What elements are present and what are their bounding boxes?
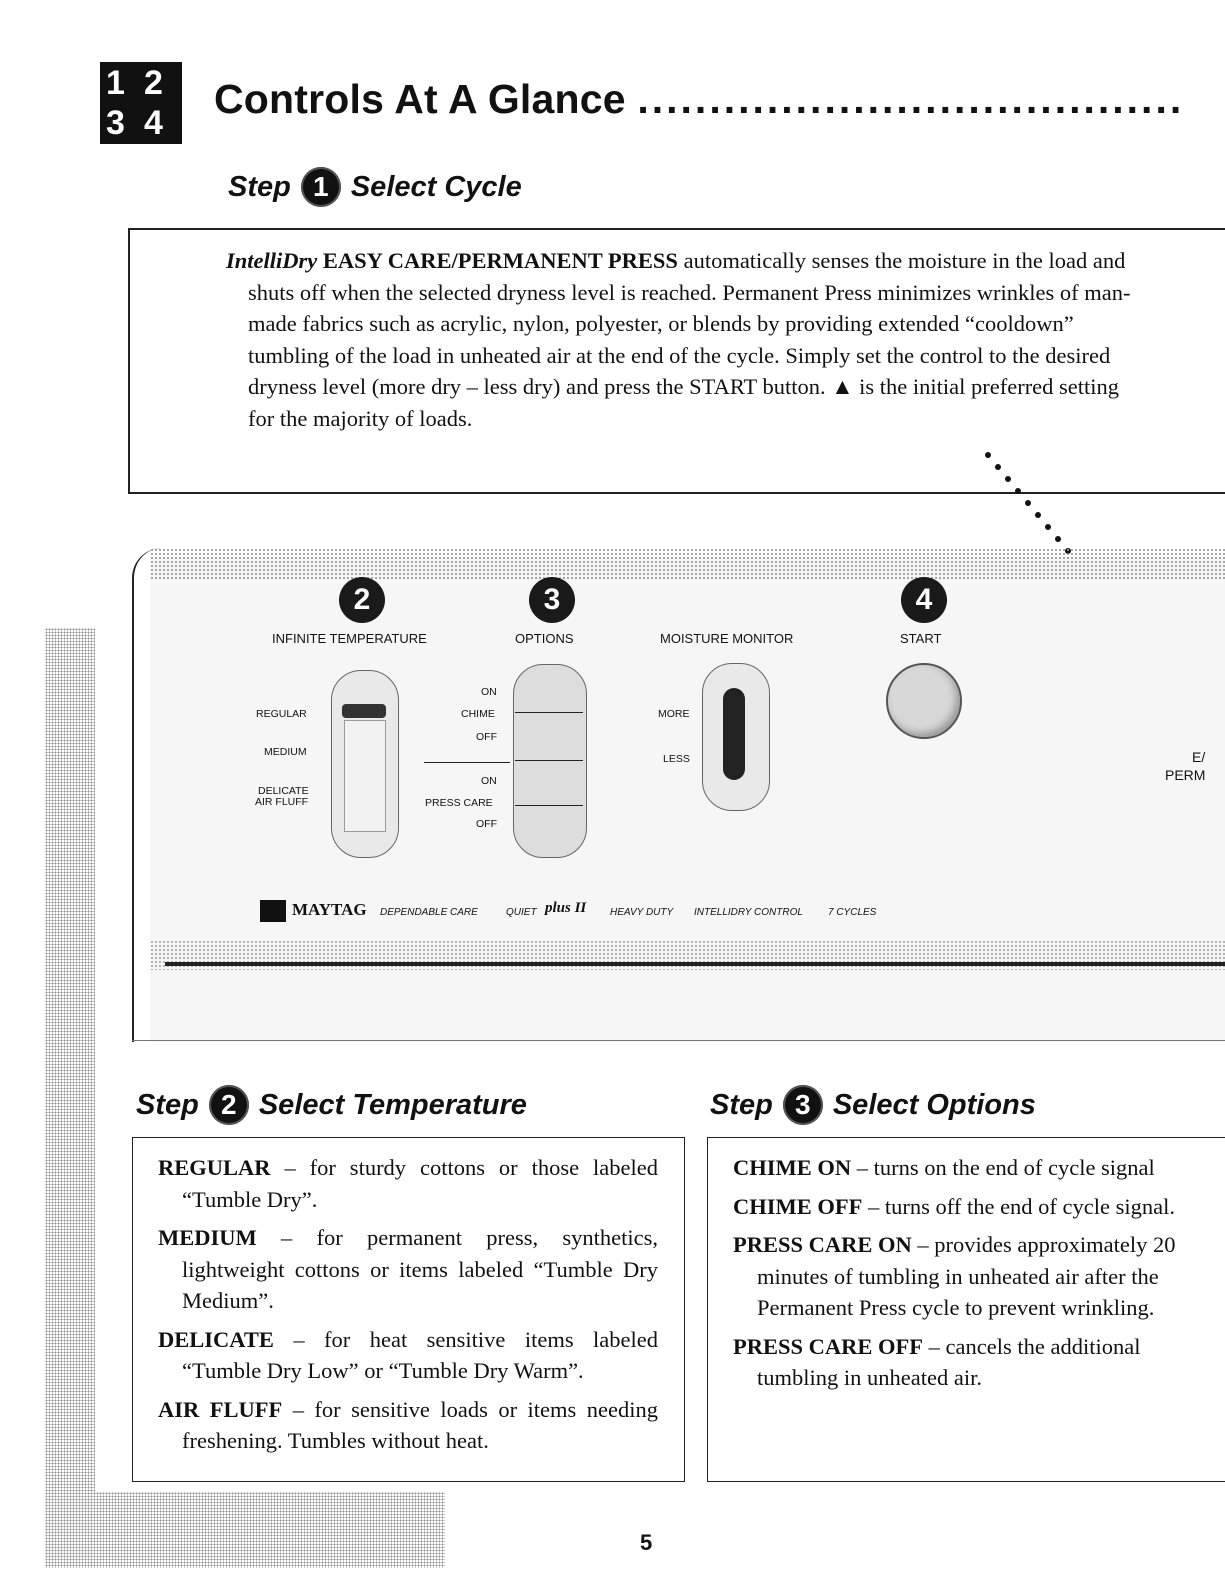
step1-paragraph <box>226 245 1146 434</box>
term-regular: REGULAR <box>158 1155 271 1180</box>
list-item <box>733 1191 1217 1223</box>
label-start: START <box>900 631 942 646</box>
tag-dependable-care: DEPENDABLE CARE <box>380 907 478 918</box>
step2-list <box>158 1152 658 1464</box>
tag-heavy-duty: HEAVY DUTY <box>610 907 674 918</box>
tag-7-cycles: 7 CYCLES <box>828 907 877 918</box>
desc-medium: – for permanent press, synthetics, lightweight cottons or items labeled “Tumble Dry Medium”. <box>182 1225 659 1313</box>
opt-press-care-label: PRESS CARE <box>425 797 493 809</box>
opt-press-care-on-label: ON <box>481 775 497 787</box>
intellidry-brand: IntelliDry <box>226 248 318 273</box>
maytag-brand: MAYTAG <box>292 900 367 919</box>
panel-rule <box>165 962 1225 966</box>
list-item <box>158 1324 658 1387</box>
maytag-logo-icon <box>260 900 286 922</box>
step1-text: automatically senses the moisture in the load and shuts off when the selected dryness level is reached. Permanent Press minimizes wrinkles of man-made fabrics such as acrylic, nylon, polyester, or blends by providing extended “cooldown” tumbling of the load in unheated air at the end of the cycle. Simply set the control to the desired dryness level (more dry – less dry) and press the START button. <box>248 248 1131 399</box>
list-item <box>733 1152 1217 1184</box>
desc-delicate: – for heat sensitive items labeled “Tumble Dry Low” or “Tumble Dry Warm”. <box>182 1326 658 1383</box>
logo-glyph: 1 <box>106 64 125 102</box>
desc-press-care-off: – cancels the additional tumbling in unheated air. <box>757 1333 1141 1390</box>
desc-chime-off: – turns off the end of cycle signal. <box>868 1193 1176 1219</box>
cut-label-perm: PERM <box>1165 767 1206 783</box>
bottom-halftone-strip <box>45 1492 445 1568</box>
list-item <box>158 1152 658 1215</box>
options-separator-line <box>424 762 510 763</box>
temperature-slider-track <box>344 720 386 832</box>
term-air-fluff: AIR FLUFF <box>158 1396 283 1422</box>
temp-regular-label: REGULAR <box>256 708 307 720</box>
page-title-text: Controls At A Glance <box>214 76 626 122</box>
opt-chime-off-label: OFF <box>476 731 497 743</box>
left-halftone-strip <box>45 628 95 1568</box>
panel-top-texture <box>150 548 1225 580</box>
moisture-less-label: LESS <box>663 753 690 765</box>
step1-title: Select Cycle <box>350 170 522 203</box>
title-leader-dots: ...................................... <box>637 76 1185 122</box>
step2-number-badge: 2 <box>209 1085 249 1125</box>
page-number: 5 <box>640 1530 653 1555</box>
preferred-setting-symbol: ▲ <box>831 374 854 399</box>
opt-press-care-off-label: OFF <box>476 818 497 830</box>
opt-chime-on-label: ON <box>481 686 497 698</box>
cut-label-easy: E/ <box>1192 749 1206 765</box>
numbers-logo-icon <box>100 62 182 144</box>
moisture-more-label: MORE <box>658 708 690 720</box>
options-divider <box>515 805 583 806</box>
list-item <box>158 1394 658 1457</box>
term-medium: MEDIUM <box>158 1225 257 1250</box>
temp-medium-label: MEDIUM <box>264 746 307 758</box>
term-chime-off: CHIME OFF <box>733 1193 863 1219</box>
step1-heading <box>228 167 522 207</box>
temperature-slider-knob[interactable] <box>342 704 386 718</box>
label-options: OPTIONS <box>515 631 574 646</box>
label-moisture-monitor: MOISTURE MONITOR <box>660 631 794 646</box>
label-infinite-temperature: INFINITE TEMPERATURE <box>272 631 427 646</box>
step1-number-badge: 1 <box>301 167 341 207</box>
panel-badge-4: 4 <box>901 577 947 623</box>
temp-delicate-label: DELICATE <box>258 785 309 797</box>
logo-glyph: 2 <box>144 64 163 102</box>
step3-number-badge: 3 <box>783 1085 823 1125</box>
tag-quiet: QUIET <box>506 907 537 918</box>
step2-word: Step <box>136 1088 199 1121</box>
tag-intellidry-control: INTELLIDRY CONTROL <box>694 907 803 918</box>
step2-heading <box>136 1085 527 1125</box>
step3-title: Select Options <box>832 1088 1036 1121</box>
tag-plus-script: plus II <box>545 900 587 916</box>
step1-word: Step <box>228 170 291 203</box>
logo-glyph: 3 <box>106 104 125 142</box>
desc-press-care-on: – provides approximately 20 minutes of tumbling in unheated air after the Permanent Press cycle to prevent wrinkling. <box>757 1232 1176 1320</box>
term-press-care-on: PRESS CARE ON <box>733 1232 912 1257</box>
term-delicate: DELICATE <box>158 1326 274 1352</box>
step3-heading <box>710 1085 1036 1125</box>
step2-title: Select Temperature <box>258 1088 527 1121</box>
desc-regular: – for sturdy cottons or those labeled “Tumble Dry”. <box>182 1155 658 1212</box>
page-title <box>214 76 1184 123</box>
temp-air-fluff-label: AIR FLUFF <box>255 796 309 808</box>
desc-air-fluff: – for sensitive loads or items needing freshening. Tumbles without heat. <box>182 1396 658 1453</box>
panel-badge-2: 2 <box>339 577 385 623</box>
step1-text-end: is the initial preferred setting for the majority of loads. <box>248 374 1120 431</box>
list-item <box>733 1331 1217 1394</box>
panel-foot-line <box>132 1040 1225 1041</box>
start-button[interactable] <box>886 663 962 739</box>
step3-list <box>733 1152 1217 1401</box>
step3-word: Step <box>710 1088 773 1121</box>
logo-glyph: 4 <box>144 104 163 142</box>
options-switch[interactable] <box>513 664 587 858</box>
options-divider <box>515 760 583 761</box>
list-item <box>158 1222 658 1317</box>
term-press-care-off: PRESS CARE OFF <box>733 1333 924 1359</box>
term-chime-on: CHIME ON <box>733 1155 852 1180</box>
list-item <box>733 1229 1217 1324</box>
cycle-name: EASY CARE/PERMANENT PRESS <box>322 248 678 273</box>
opt-chime-label: CHIME <box>461 708 495 720</box>
options-divider <box>515 712 583 713</box>
panel-badge-3: 3 <box>529 577 575 623</box>
desc-chime-on: – turns on the end of cycle signal <box>856 1155 1155 1180</box>
moisture-monitor-knob[interactable] <box>723 688 745 780</box>
